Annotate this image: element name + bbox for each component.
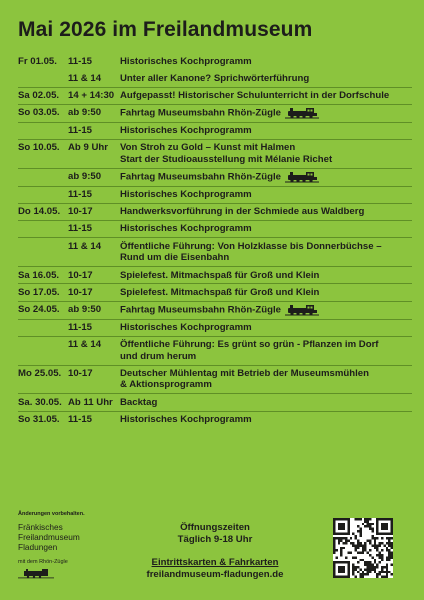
event-title-continued: und drum herum (120, 350, 197, 362)
event-title: Historisches Kochprogramm (120, 125, 252, 137)
schedule-row (18, 411, 412, 428)
schedule-row (18, 301, 412, 319)
event-title: Backtag (120, 396, 158, 408)
event-description (120, 339, 412, 362)
event-description (120, 107, 412, 119)
event-title: Spielefest. Mitmachspaß für Groß und Klein (120, 269, 320, 281)
schedule-row (18, 54, 412, 70)
event-description (120, 270, 412, 282)
event-time: 10-17 (68, 367, 93, 379)
steam-locomotive-icon (285, 304, 319, 316)
event-time: 10-17 (68, 269, 93, 281)
event-description (120, 90, 412, 102)
schedule-row (18, 168, 412, 186)
schedule-row (18, 203, 412, 220)
schedule-row (18, 393, 412, 410)
event-title-continued: & Aktionsprogramm (120, 379, 212, 391)
event-time: Ab 9 Uhr (68, 142, 108, 154)
event-date: So 31.05. (18, 414, 60, 426)
schedule-row (18, 336, 412, 365)
event-description (120, 223, 412, 235)
event-time: 10-17 (68, 286, 93, 298)
event-time: 11-15 (68, 414, 93, 426)
event-title: Öffentliche Führung: Es grünt so grün - Pflanzen im Dorf (120, 339, 379, 351)
event-date: So 17.05. (18, 286, 60, 298)
event-title: Historisches Kochprogramm (120, 56, 252, 68)
opening-hours-title: Öffnungszeiten (180, 522, 250, 533)
event-date (18, 241, 68, 264)
event-time: 11-15 (68, 321, 93, 333)
info-block (120, 522, 310, 580)
schedule-row (18, 70, 412, 86)
event-time: 11 & 14 (68, 339, 102, 351)
logo-subtitle: mit dem Rhön-Zügle (18, 559, 68, 565)
schedule-row (18, 283, 412, 300)
schedule-row (18, 104, 412, 122)
event-description (120, 125, 412, 137)
event-time: 11 & 14 (68, 72, 102, 84)
event-time: 11-15 (68, 125, 93, 137)
opening-hours-value: Täglich 9-18 Uhr (177, 533, 253, 545)
event-title: Spielefest. Mitmachspaß für Groß und Klein (120, 286, 320, 298)
changes-notice: Änderungen vorbehalten. (18, 511, 85, 517)
event-title: Von Stroh zu Gold – Kunst mit Halmen (120, 142, 296, 154)
page-title: Mai 2026 im Freilandmuseum (18, 18, 313, 41)
event-date (18, 322, 68, 334)
schedule-row (18, 186, 412, 203)
event-title: Öffentliche Führung: Von Holzklasse bis Donnerbüchse – (120, 240, 382, 252)
event-date: Do 14.05. (18, 206, 61, 218)
event-time: 10-17 (68, 206, 93, 218)
event-description (120, 73, 412, 85)
event-description (120, 304, 412, 316)
event-title-continued: Rund um die Eisenbahn (120, 252, 230, 264)
event-description (120, 206, 412, 218)
event-description (120, 368, 412, 391)
schedule-row (18, 319, 412, 336)
event-date: Sa 02.05. (18, 89, 60, 101)
event-title: Unter aller Kanone? Sprichwörterführung (120, 72, 310, 84)
event-description (120, 287, 412, 299)
event-date: Sa. 30.05. (18, 396, 62, 408)
event-date: So 10.05. (18, 142, 60, 154)
event-time: ab 9:50 (68, 171, 102, 183)
schedule-row (18, 87, 412, 104)
event-description (120, 322, 412, 334)
event-title: Historisches Kochprogramm (120, 414, 252, 426)
event-date: So 24.05. (18, 304, 60, 316)
event-description (120, 56, 412, 68)
event-time: 11-15 (68, 56, 93, 68)
event-time: Ab 11 Uhr (68, 396, 113, 408)
event-date (18, 223, 68, 235)
schedule-row (18, 237, 412, 266)
event-time: 11-15 (68, 223, 93, 235)
steam-locomotive-icon (285, 107, 319, 119)
event-date: So 03.05. (18, 107, 60, 119)
logo-line: Fladungen (18, 542, 58, 552)
event-date: Fr 01.05. (18, 56, 57, 68)
event-time: 11 & 14 (68, 240, 102, 252)
schedule-row (18, 266, 412, 283)
event-title: Aufgepasst! Historischer Schulunterricht in der Dorfschule (120, 89, 390, 101)
event-date (18, 73, 68, 85)
event-time: ab 9:50 (68, 107, 102, 119)
website-link[interactable]: freilandmuseum-fladungen.de (146, 568, 284, 580)
event-title: Fahrtag Museumsbahn Rhön-Zügle (120, 171, 281, 183)
event-schedule (18, 54, 412, 428)
event-title-continued: Start der Studioausstellung mit Mélanie Richet (120, 153, 333, 165)
event-title: Historisches Kochprogramm (120, 223, 252, 235)
qr-code-icon[interactable] (333, 518, 393, 578)
event-date (18, 171, 68, 183)
tickets-link[interactable]: Eintrittskarten & Fahrkarten (151, 557, 279, 568)
event-date: Sa 16.05. (18, 269, 60, 281)
schedule-row (18, 365, 412, 394)
event-description (120, 142, 412, 165)
event-title: Historisches Kochprogramm (120, 321, 252, 333)
steam-locomotive-icon (285, 171, 319, 183)
event-time: 11-15 (68, 188, 93, 200)
event-description (120, 171, 412, 183)
event-title: Historisches Kochprogramm (120, 188, 252, 200)
event-description (120, 241, 412, 264)
event-date: Mo 25.05. (18, 367, 62, 379)
event-title: Fahrtag Museumsbahn Rhön-Zügle (120, 304, 281, 316)
museum-logo (18, 522, 98, 579)
schedule-row (18, 122, 412, 139)
event-title: Deutscher Mühlentag mit Betrieb der Museumsmühlen (120, 367, 369, 379)
event-time: 14 + 14:30 (68, 89, 115, 101)
event-time: ab 9:50 (68, 304, 102, 316)
event-title: Handwerksvorführung in der Schmiede aus Waldberg (120, 206, 365, 218)
logo-line: Fränkisches (18, 522, 63, 532)
event-description (120, 414, 412, 426)
event-title: Fahrtag Museumsbahn Rhön-Zügle (120, 107, 281, 119)
event-date (18, 189, 68, 201)
schedule-row (18, 220, 412, 237)
logo-line: Freilandmuseum (18, 532, 80, 542)
event-description (120, 189, 412, 201)
schedule-row (18, 139, 412, 168)
event-date (18, 339, 68, 362)
event-description (120, 397, 412, 409)
steam-locomotive-icon (18, 569, 54, 579)
event-date (18, 125, 68, 137)
